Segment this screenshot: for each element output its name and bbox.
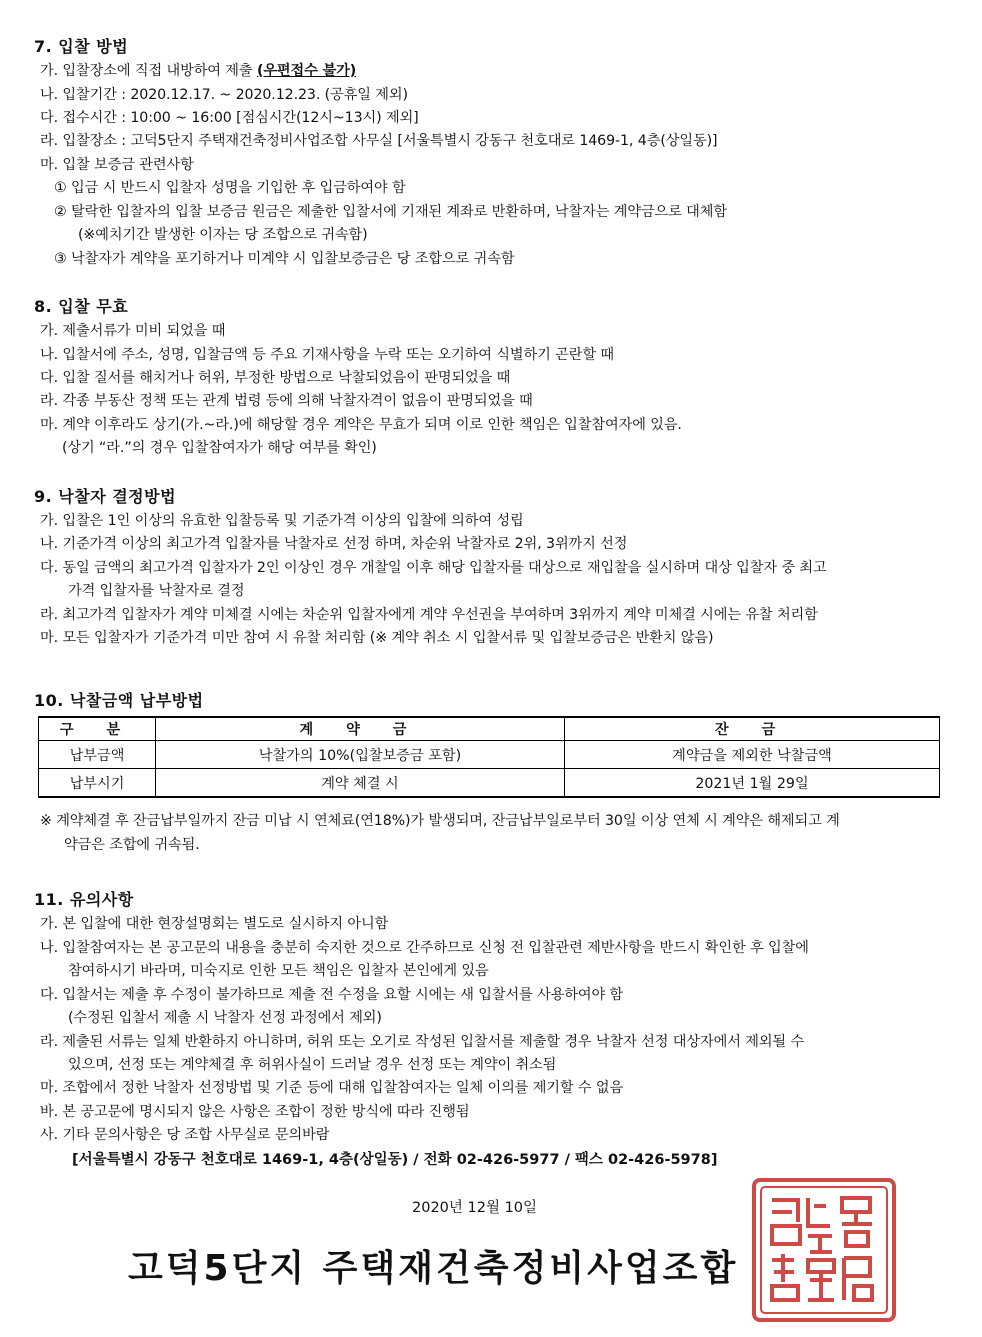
table-header-cell: 잔 금 [565,717,940,741]
s7-item-e-1: ① 입금 시 반드시 입찰자 성명을 기입한 후 입금하여야 함 [54,180,406,196]
s11-item-e: 마. 조합에서 정한 낙찰자 선정방법 및 기준 등에 대해 입찰참여자는 일체 이의를 제기할 수 없음 [40,1080,624,1096]
table-cell: 계약금을 제외한 낙찰금액 [565,741,940,769]
section-8-title: 8. 입찰 무효 [34,297,129,316]
s10-note: ※ 계약체결 후 잔금납부일까지 잔금 미납 시 연체료(연18%)가 발생되며, 잔금납부일로부터 30일 이상 연체 시 계약은 해제되고 계 [40,813,840,829]
s7-item-a [40,60,356,80]
s8-item-e: 마. 계약 이후라도 상기(가.~라.)에 해당할 경우 계약은 무효가 되며 이로 인한 책임은 입찰참여자에 있음. [40,417,682,433]
s9-item-a: 가. 입찰은 1인 이상의 유효한 입찰등록 및 기준가격 이상의 입찰에 의하여 성립 [40,513,524,529]
table-header-cell: 구 분 [39,717,156,741]
official-seal-stamp [750,1176,898,1324]
s9-item-b: 나. 기준가격 이상의 최고가격 입찰자를 낙찰자로 선정 하며, 차순위 낙찰자로 2위, 3위까지 선정 [40,536,628,552]
s9-item-e: 마. 모든 입찰자가 기준가격 미만 참여 시 유찰 처리함 (※ 계약 취소 시 입찰서류 및 입찰보증금은 반환치 않음) [40,630,714,646]
s11-item-d: 라. 제출된 서류는 일체 반환하지 아니하며, 허위 또는 오기로 작성된 입찰서를 제출할 경우 낙찰자 선정 대상자에서 제외될 수 [40,1034,805,1050]
s11-item-b-cont: 참여하시기 바라며, 미숙지로 인한 모든 책임은 입찰자 본인에게 있음 [68,963,489,979]
s9-item-c: 다. 동일 금액의 최고가격 입찰자가 2인 이상인 경우 개찰일 이후 해당 입찰자를 대상으로 재입찰을 실시하며 대상 입찰자 중 최고 [40,560,827,576]
table-cell: 2021년 1월 29일 [565,769,940,798]
s7-item-a-text: 가. 입찰장소에 직접 내방하여 제출 [40,63,257,79]
table-cell: 납부시기 [39,769,156,798]
s7-item-e: 마. 입찰 보증금 관련사항 [40,157,194,173]
s10-note-cont: 약금은 조합에 귀속됨. [64,837,200,853]
s8-item-b: 나. 입찰서에 주소, 성명, 입찰금액 등 주요 기재사항을 누락 또는 오기하여 식별하기 곤란할 때 [40,347,614,363]
s8-item-c: 다. 입찰 질서를 해치거나 허위, 부정한 방법으로 낙찰되었음이 판명되었을 때 [40,370,511,386]
s11-item-c: 다. 입찰서는 제출 후 수정이 불가하므로 제출 전 수정을 요할 시에는 새 입찰서를 사용하여야 함 [40,987,624,1003]
s7-item-b: 나. 입찰기간 : 2020.12.17. ~ 2020.12.23. (공휴일 제외) [40,87,408,103]
s7-item-e-2: ② 탈락한 입찰자의 입찰 보증금 원금은 제출한 입찰서에 기재된 계좌로 반환하며, 낙찰자는 계약금으로 대체함 [54,204,727,220]
section-9-title: 9. 낙찰자 결정방법 [34,487,177,506]
s9-item-c-cont: 가격 입찰자를 낙찰자로 결정 [68,583,245,599]
issuer-name: 고덕5단지 주택재건축정비사업조합 [128,1248,739,1289]
contact-info: [서울특별시 강동구 천호대로 1469-1, 4층(상일동) / 전화 02-426-5977 / 팩스 02-426-5978] [72,1152,718,1168]
notice-date: 2020년 12월 10일 [412,1200,538,1216]
s7-item-e-3: ③ 낙찰자가 계약을 포기하거나 미계약 시 입찰보증금은 당 조합으로 귀속함 [54,251,515,267]
s11-item-c-note: (수정된 입찰서 제출 시 낙찰자 선정 과정에서 제외) [68,1010,382,1026]
section-7-title: 7. 입찰 방법 [34,37,129,56]
s11-item-d-cont: 있으며, 선정 또는 계약체결 후 허위사실이 드러날 경우 선정 또는 계약이 취소됨 [68,1057,557,1073]
s7-item-a-emphasis: (우편접수 불가) [256,63,357,79]
s8-item-e-note: (상기 “라.”의 경우 입찰참여자가 해당 여부를 확인) [62,440,377,456]
section-11-title: 11. 유의사항 [34,890,134,909]
s8-item-a: 가. 제출서류가 미비 되었을 때 [40,323,226,339]
s11-item-a: 가. 본 입찰에 대한 현장설명회는 별도로 실시하지 아니함 [40,916,389,932]
payment-table-header [39,717,940,741]
table-header-cell: 계 약 금 [156,717,565,741]
s7-item-c: 다. 접수시간 : 10:00 ~ 16:00 [점심시간(12시~13시) 제외] [40,110,419,126]
s8-item-d: 라. 각종 부동산 정책 또는 관계 법령 등에 의해 낙찰자격이 없음이 판명되었을 때 [40,393,533,409]
payment-table [38,716,940,798]
table-row [39,741,940,769]
table-cell: 낙찰가의 10%(입찰보증금 포함) [156,741,565,769]
s11-item-f: 바. 본 공고문에 명시되지 않은 사항은 조합이 정한 방식에 따라 진행됨 [40,1104,470,1120]
table-cell: 계약 체결 시 [156,769,565,798]
section-10-title: 10. 낙찰금액 납부방법 [34,691,204,710]
s11-item-b: 나. 입찰참여자는 본 공고문의 내용을 충분히 숙지한 것으로 간주하므로 신청 전 입찰관련 제반사항을 반드시 확인한 후 입찰에 [40,940,809,956]
s11-item-g: 사. 기타 문의사항은 당 조합 사무실로 문의바람 [40,1127,330,1143]
s9-item-d: 라. 최고가격 입찰자가 계약 미체결 시에는 차순위 입찰자에게 계약 우선권을 부여하며 3위까지 계약 미체결 시에는 유찰 처리함 [40,607,818,623]
table-cell: 납부금액 [39,741,156,769]
s7-item-d: 라. 입찰장소 : 고덕5단지 주택재건축정비사업조합 사무실 [서울특별시 강동구 천호대로 1469-1, 4층(상일동)] [40,133,718,149]
table-row [39,769,940,798]
s7-item-e-2-note: (※예치기간 발생한 이자는 당 조합으로 귀속함) [78,227,368,243]
